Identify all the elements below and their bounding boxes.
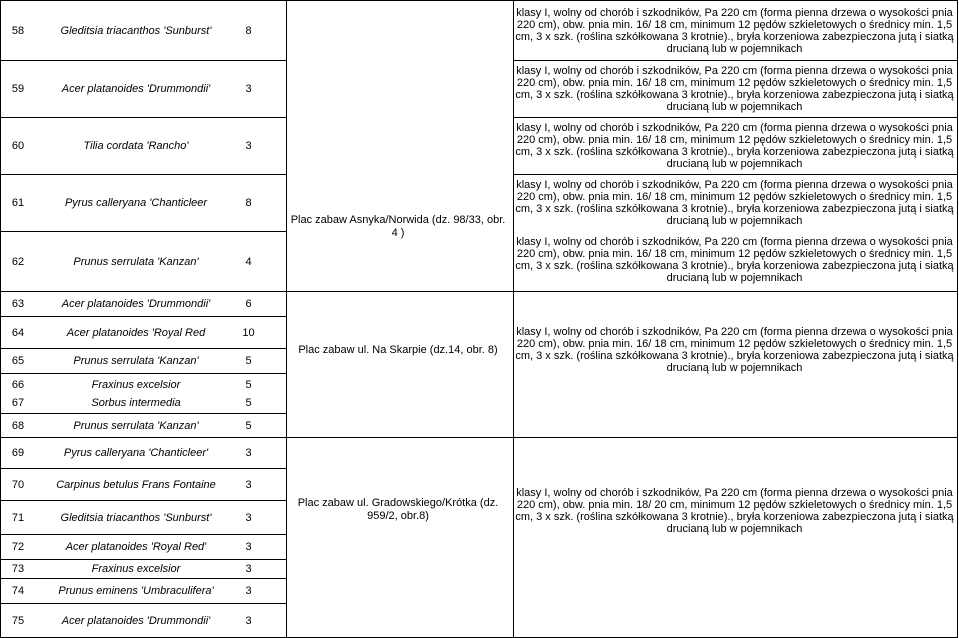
species-name: Pyrus calleryana 'Chanticleer — [64, 197, 208, 209]
location-cell: Plac zabaw ul. Gradowskiego/Krótka (dz. 959/2, obr.8) — [297, 497, 499, 522]
quantity: 5 — [245, 419, 252, 432]
row-number: 71 — [11, 511, 25, 524]
description-line: drucianą lub w pojemnikach — [666, 523, 803, 535]
description-line: klasy I, wolny od chorób i szkodników, Pa 220 cm (forma pienna drzewa o wysokości pnia — [516, 236, 953, 248]
quantity: 3 — [245, 511, 252, 524]
description-cell — [514, 487, 955, 535]
quantity: 3 — [245, 478, 252, 491]
species-name: Acer platanoides 'Drummondii' — [61, 298, 211, 310]
description-line: cm, 3 x szk. (roślina szkółkowana 3 krotnie)., bryła korzeniowa zabezpieczona jutą i siatką — [515, 260, 954, 272]
species-name: Prunus serrulata 'Kanzan' — [73, 419, 199, 432]
description-cell — [514, 326, 955, 374]
row-number: 63 — [11, 298, 25, 310]
row-number: 73 — [11, 563, 25, 575]
description-line: klasy I, wolny od chorób i szkodników, Pa 220 cm (forma pienna drzewa o wysokości pnia — [516, 7, 953, 19]
row-number: 74 — [11, 585, 25, 597]
row-number: 62 — [11, 255, 25, 268]
description-cell — [514, 7, 955, 55]
species-name: Prunus serrulata 'Kanzan' — [73, 255, 199, 268]
quantity: 3 — [245, 585, 252, 597]
description-line: 220 cm), obw. pnia min. 16/ 18 cm, minimum 12 pędów szkieletowych o średnicy min. 1,5 — [516, 77, 953, 89]
description-line: cm, 3 x szk. (roślina szkółkowana 3 krotnie)., bryła korzeniowa zabezpieczona jutą i siatką — [515, 146, 954, 158]
description-cell — [514, 122, 955, 170]
row-number: 65 — [11, 355, 25, 367]
description-line: cm, 3 x szk. (roślina szkółkowana 3 krotnie)., bryła korzeniowa zabezpieczona jutą i siatką — [515, 350, 954, 362]
location-cell: Plac zabaw Asnyka/Norwida (dz. 98/33, obr. 4 ) — [290, 214, 506, 239]
row-number: 69 — [11, 447, 25, 459]
description-line: klasy I, wolny od chorób i szkodników, Pa 220 cm (forma pienna drzewa o wysokości pnia — [516, 179, 953, 191]
species-name: Prunus eminens 'Umbraculifera' — [58, 585, 214, 597]
description-line: 220 cm), obw. pnia min. 16/ 18 cm, minimum 12 pędów szkieletowych o średnicy min. 1,5 — [516, 248, 953, 260]
row-number: 66 — [11, 378, 25, 391]
description-line: 220 cm), obw. pnia min. 16/ 18 cm, minimum 12 pędów szkieletowych o średnicy min. 1,5 — [516, 134, 953, 146]
description-line: cm, 3 x szk. (roślina szkółkowana 3 krotnie)., bryła korzeniowa zabezpieczona jutą i siatką — [515, 511, 954, 523]
species-name: Acer platanoides 'Drummondii' — [61, 83, 211, 95]
quantity: 3 — [245, 614, 252, 627]
description-line: drucianą lub w pojemnikach — [666, 272, 803, 284]
quantity: 6 — [245, 298, 252, 310]
description-line: klasy I, wolny od chorób i szkodników, Pa 220 cm (forma pienna drzewa o wysokości pnia — [516, 122, 953, 134]
row-number: 75 — [11, 614, 25, 627]
description-cell — [514, 236, 955, 284]
species-name: Fraxinus excelsior — [91, 563, 181, 575]
description-cell — [514, 65, 955, 113]
description-line: drucianą lub w pojemnikach — [666, 158, 803, 170]
quantity: 10 — [242, 326, 255, 339]
row-number: 60 — [11, 140, 25, 152]
quantity: 4 — [245, 255, 252, 268]
quantity: 5 — [245, 355, 252, 367]
quantity: 5 — [245, 397, 252, 409]
row-number: 70 — [11, 478, 25, 491]
species-name: Fraxinus excelsior — [91, 378, 181, 391]
description-line: klasy I, wolny od chorób i szkodników, Pa 220 cm (forma pienna drzewa o wysokości pnia — [516, 326, 953, 338]
row-number: 61 — [11, 197, 25, 209]
description-line: cm, 3 x szk. (roślina szkółkowana 3 krotnie)., bryła korzeniowa zabezpieczona jutą i siatką — [515, 89, 954, 101]
description-cell — [514, 179, 955, 227]
species-name: Gleditsia triacanthos 'Sunburst' — [60, 511, 212, 524]
location-cell: Plac zabaw ul. Na Skarpie (dz.14, obr. 8) — [298, 343, 498, 356]
quantity: 3 — [245, 563, 252, 575]
description-line: 220 cm), obw. pnia min. 16/ 18 cm, minimum 12 pędów szkieletowych o średnicy min. 1,5 — [516, 191, 953, 203]
description-line: drucianą lub w pojemnikach — [666, 43, 803, 55]
species-name: Gleditsia triacanthos 'Sunburst' — [60, 24, 212, 37]
row-number: 59 — [11, 83, 25, 95]
description-line: drucianą lub w pojemnikach — [666, 101, 803, 113]
description-line: cm, 3 x szk. (roślina szkółkowana 3 krotnie)., bryła korzeniowa zabezpieczona jutą i siatką — [515, 31, 954, 43]
row-number: 67 — [11, 397, 25, 409]
row-number: 64 — [11, 326, 25, 339]
species-name: Pyrus calleryana 'Chanticleer' — [63, 447, 209, 459]
description-line: drucianą lub w pojemnikach — [666, 215, 803, 227]
quantity: 3 — [245, 83, 252, 95]
quantity: 8 — [245, 24, 252, 37]
row-number: 72 — [11, 541, 25, 553]
description-line: 220 cm), obw. pnia min. 18/ 20 cm, minimum 12 pędów szkieletowych o średnicy min. 1,5 — [516, 499, 953, 511]
quantity: 3 — [245, 541, 252, 553]
row-number: 68 — [11, 419, 25, 432]
description-line: klasy I, wolny od chorób i szkodników, Pa 220 cm (forma pienna drzewa o wysokości pnia — [516, 487, 953, 499]
species-name: Acer platanoides 'Drummondii' — [61, 614, 211, 627]
quantity: 5 — [245, 378, 252, 391]
description-line: 220 cm), obw. pnia min. 16/ 18 cm, minimum 12 pędów szkieletowych o średnicy min. 1,5 — [516, 19, 953, 31]
quantity: 8 — [245, 197, 252, 209]
species-name: Tilia cordata 'Rancho' — [83, 140, 189, 152]
description-line: klasy I, wolny od chorób i szkodników, Pa 220 cm (forma pienna drzewa o wysokości pnia — [516, 65, 953, 77]
quantity: 3 — [245, 447, 252, 459]
description-line: drucianą lub w pojemnikach — [666, 362, 803, 374]
species-name: Prunus serrulata 'Kanzan' — [73, 355, 199, 367]
quantity: 3 — [245, 140, 252, 152]
species-name: Acer platanoides 'Royal Red' — [65, 541, 207, 553]
species-name: Carpinus betulus Frans Fontaine — [56, 478, 216, 491]
description-line: cm, 3 x szk. (roślina szkółkowana 3 krotnie)., bryła korzeniowa zabezpieczona jutą i siatką — [515, 203, 954, 215]
description-line: 220 cm), obw. pnia min. 16/ 18 cm, minimum 12 pędów szkieletowych o średnicy min. 1,5 — [516, 338, 953, 350]
species-name: Acer platanoides 'Royal Red — [66, 326, 206, 339]
row-number: 58 — [11, 24, 25, 37]
species-name: Sorbus intermedia — [91, 397, 181, 409]
